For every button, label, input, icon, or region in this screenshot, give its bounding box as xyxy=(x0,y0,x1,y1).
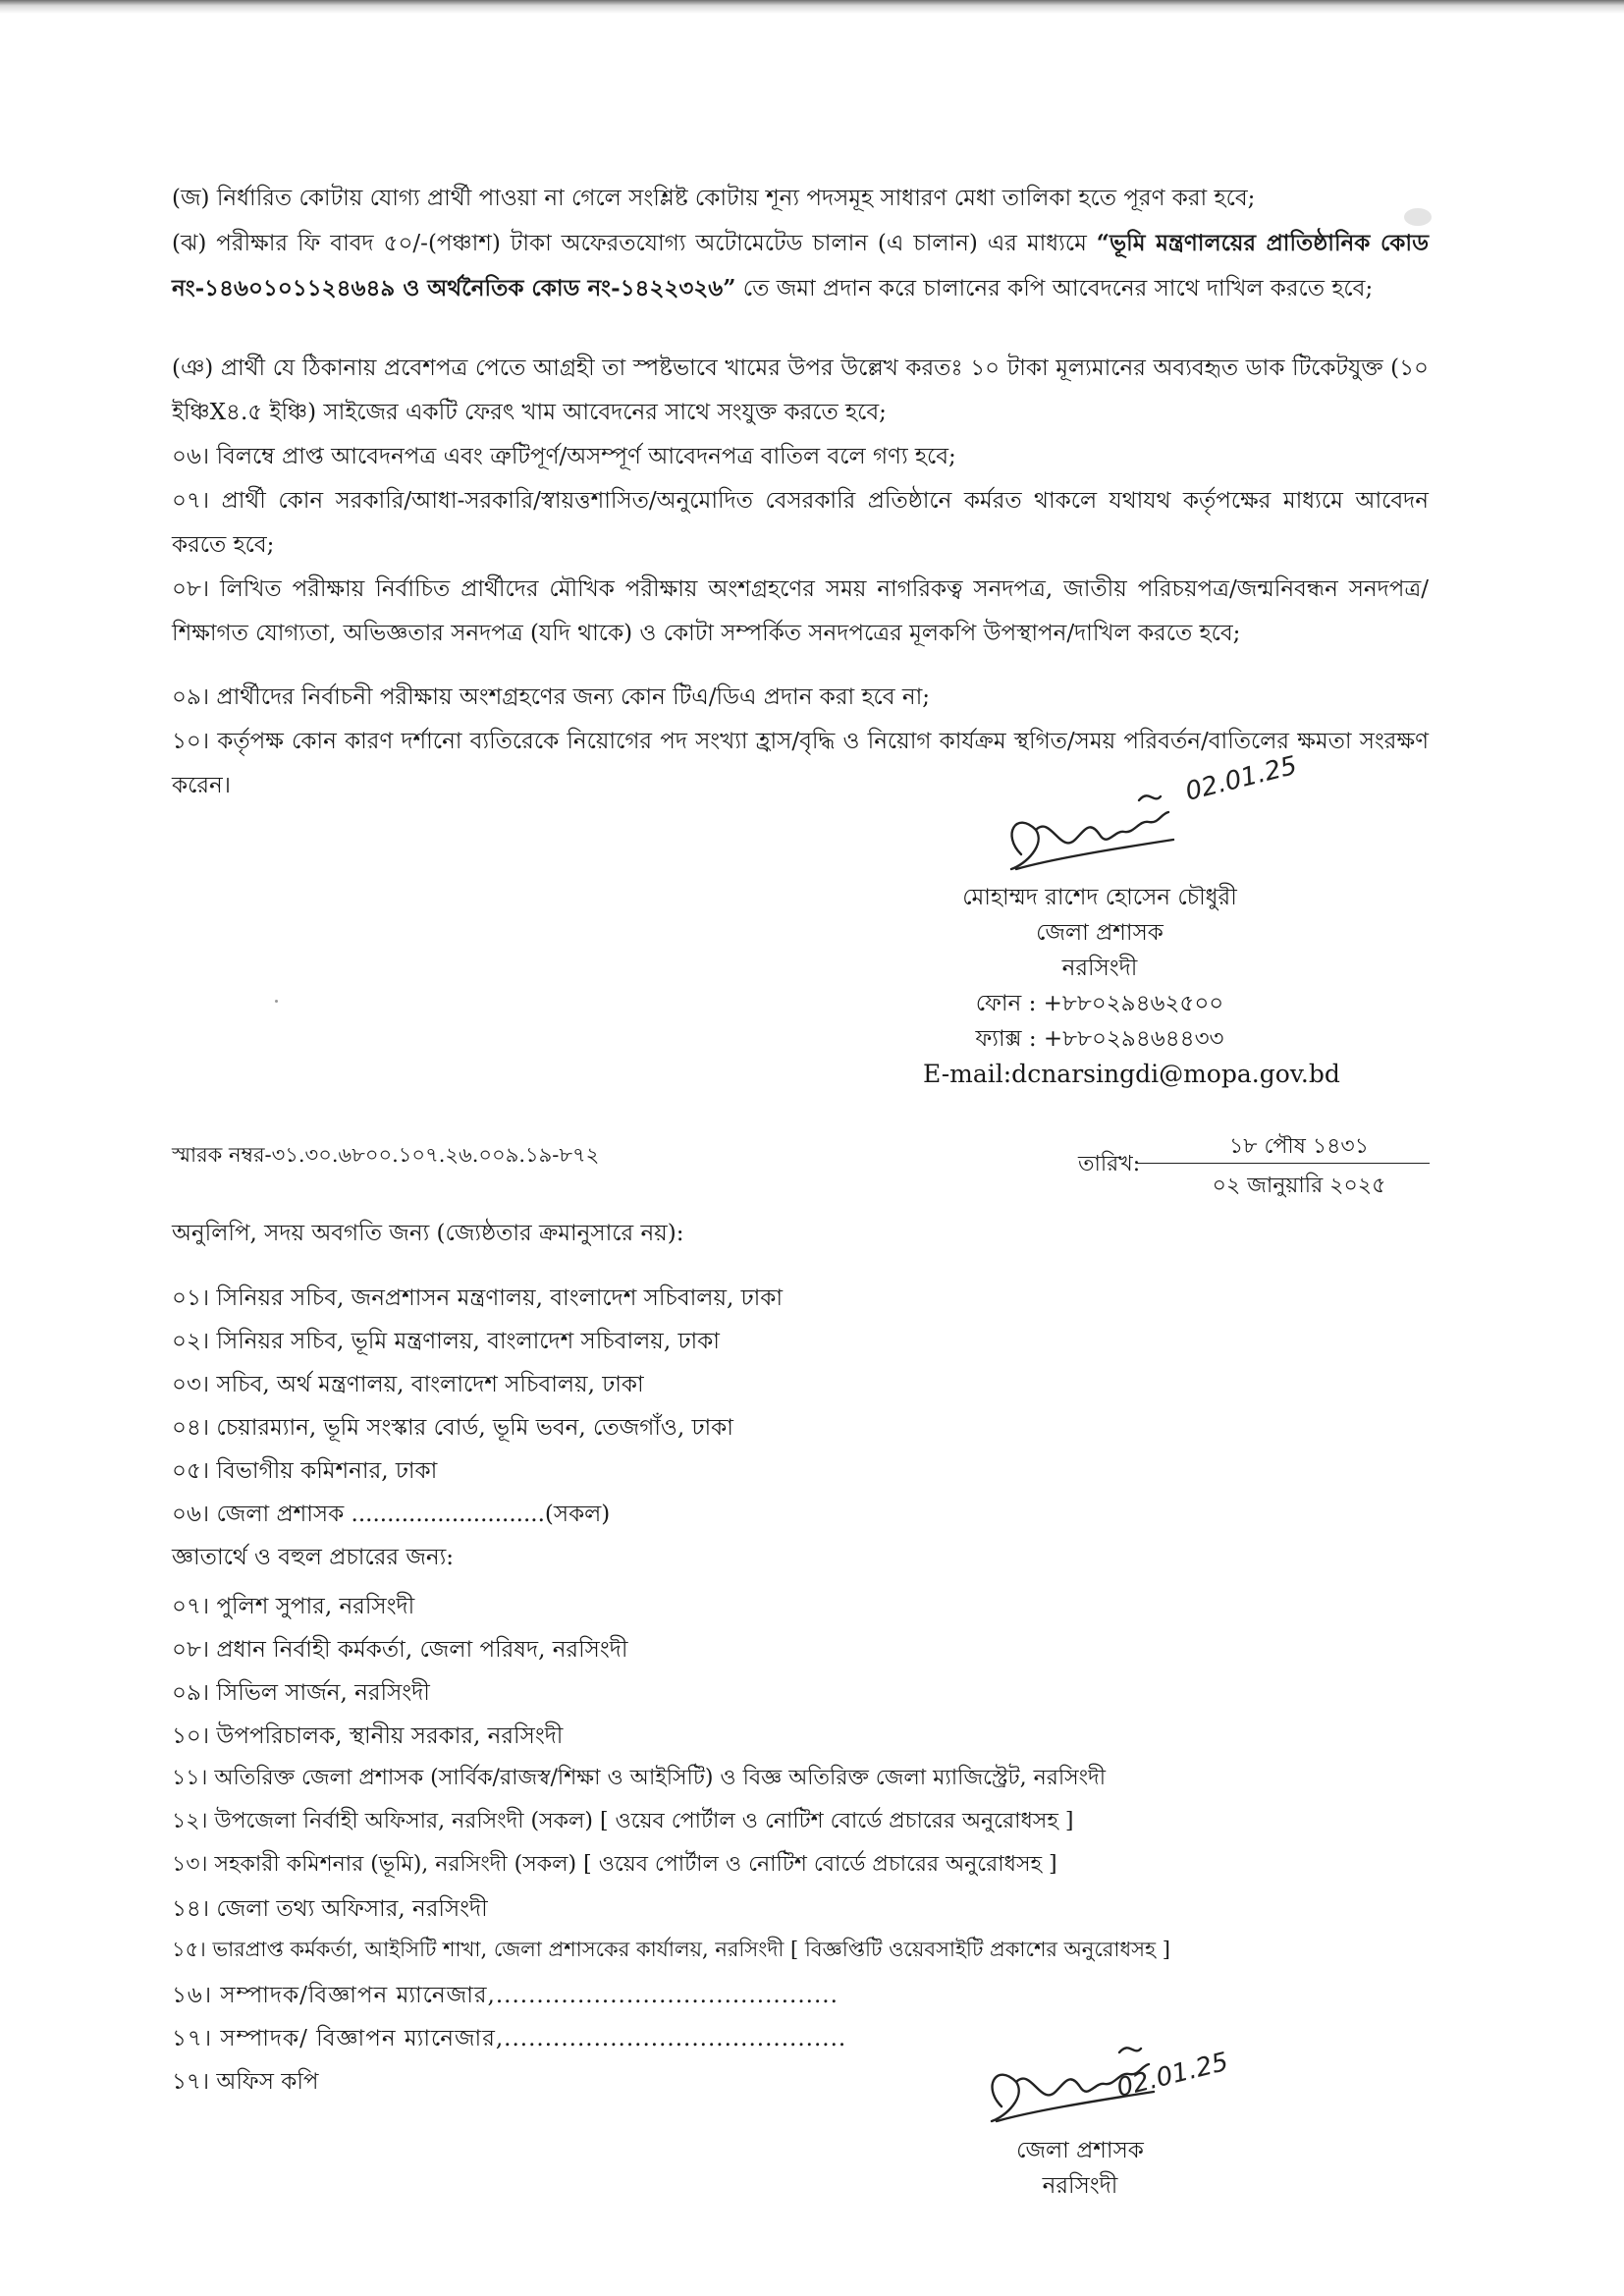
cc-item: ০৫। বিভাগীয় কমিশনার, ঢাকা xyxy=(172,1458,438,1484)
paragraph-10: ১০। কর্তৃপক্ষ কোন কারণ দর্শানো ব্যতিরেকে নিয়োগের পদ সংখ্যা হ্রাস/বৃদ্ধি ও নিয়োগ কার্যক্রম স্থগিত/সময় পরিবর্তন/বাতিলের ক্ষমতা সংরক্ষণ করেন। xyxy=(172,729,1429,798)
cc-item: ০২। সিনিয়র সচিব, ভূমি মন্ত্রণালয়, বাংলাদেশ সচিবালয়, ঢাকা xyxy=(172,1329,720,1354)
fee-text: (ঝ) পরীক্ষার ফি বাবদ ৫০/-(পঞ্চাশ) টাকা অফেরতযোগ্য অটোমেটেড চালান (এ চালান) এর মাধ্যমে xyxy=(172,231,1087,256)
cc-item: ০৮। প্রধান নির্বাহী কর্মকর্তা, জেলা পরিষদ, নরসিংদী xyxy=(172,1637,628,1663)
cc-item: ১১। অতিরিক্ত জেলা প্রশাসক (সার্বিক/রাজস্ব/শিক্ষা ও আইসিটি) ও বিজ্ঞ অতিরিক্ত জেলা ম্যাজিস্ট্রেট, নরসিংদী xyxy=(172,1766,1107,1790)
signature-1 xyxy=(992,750,1301,884)
paragraph-06: ০৬। বিলম্বে প্রাপ্ত আবেদনপত্র এবং ত্রুটিপূর্ণ/অসম্পূর্ণ আবেদনপত্র বাতিল বলে গণ্য হবে; xyxy=(172,444,956,469)
signatory-email: E-mail:dcnarsingdi@mopa.gov.bd xyxy=(923,1060,1340,1088)
cc-item: ০১। সিনিয়র সচিব, জনপ্রশাসন মন্ত্রণালয়, বাংলাদেশ সচিবালয়, ঢাকা xyxy=(172,1285,784,1311)
cc-item: ১৬। সম্পাদক/বিজ্ঞাপন ম্যানেজার,.......................................... xyxy=(172,1983,839,2008)
signature-2-date: 02.01.25 xyxy=(1113,2047,1232,2104)
paragraph-exam-fee xyxy=(172,221,1429,311)
scan-dust xyxy=(275,1000,278,1003)
signatory-fax: ফ্যাক্স : +৮৮০২৯৪৬৪৪৩৩ xyxy=(975,1026,1224,1052)
cc-item: ১০। উপপরিচালক, স্থানীয় সরকার, নরসিংদী xyxy=(172,1723,564,1749)
signatory-district: নরসিংদী xyxy=(1061,956,1138,981)
signatory-block xyxy=(923,880,1340,1092)
date-label: তারিখ: xyxy=(1078,1152,1141,1176)
cc-item: ০৯। সিভিল সার্জন, নরসিংদী xyxy=(172,1680,430,1706)
signatory-title: জেলা প্রশাসক xyxy=(1036,920,1164,946)
scan-edge xyxy=(0,0,1624,14)
bottom-signatory-block xyxy=(992,2133,1168,2204)
cc-item: ০৭। পুলিশ সুপার, নরসিংদী xyxy=(172,1594,415,1619)
paragraph-09: ০৯। প্রার্থীদের নির্বাচনী পরীক্ষায় অংশগ্রহণের জন্য কোন টিএ/ডিএ প্রদান করা হবে না; xyxy=(172,684,931,710)
paragraph-08: ০৮। লিখিত পরীক্ষায় নির্বাচিত প্রার্থীদের মৌখিক পরীক্ষায় অংশগ্রহণের সময় নাগরিকত্ব সনদপত্র, জাতীয় পরিচয়পত্র/জন্মনিবন্ধন সনদপত্র/শিক্ষাগত যোগ্যতা, অভিজ্ঞতার সনদপত্র (যদি থাকে) ও কোটা সম্পর্কিত সনদপত্রের মূলকপি উপস্থাপন/দাখিল করতে হবে; xyxy=(172,576,1429,646)
fee-text-end: তে জমা প্রদান করে চালানের কপি আবেদনের সাথে দাখিল করতে হবে; xyxy=(742,276,1374,301)
date-bangla: ১৮ পৌষ ১৪৩১ xyxy=(1229,1134,1369,1159)
cc-item: ১৩। সহকারী কমিশনার (ভূমি), নরসিংদী (সকল) [ ওয়েব পোর্টাল ও নোটিশ বোর্ডে প্রচারের অনুরোধসহ ] xyxy=(172,1852,1057,1877)
date-english: ০২ জানুয়ারি ২০২৫ xyxy=(1212,1174,1386,1198)
signatory-phone: ফোন : +৮৮০২৯৪৬২৫০০ xyxy=(975,991,1224,1016)
paragraph-07: ০৭। প্রার্থী কোন সরকারি/আধা-সরকারি/স্বায়ত্তশাসিত/অনুমোদিত বেসরকারি প্রতিষ্ঠানে কর্মরত থাকলে যথাযথ কর্তৃপক্ষের মাধ্যমে আবেদন করতে হবে; xyxy=(172,488,1429,558)
fee-code-text: “ভূমি মন্ত্রণালয়ের প্রাতিষ্ঠানিক কোড নং-১৪৬০১০১১২৪৬৪৯ ও অর্থনৈতিক কোড নং-১৪২২৩২৬” xyxy=(172,230,1429,301)
paragraph-quota: (জ) নির্ধারিত কোটায় যোগ্য প্রার্থী পাওয়া না গেলে সংশ্লিষ্ট কোটায় শূন্য পদসমূহ সাধারণ মেধা তালিকা হতে পূরণ করা হবে; xyxy=(172,186,1256,211)
cc-item: ১৭। সম্পাদক/ বিজ্ঞাপন ম্যানেজার,.......................................... xyxy=(172,2026,847,2051)
bottom-signatory-district: নরসিংদী xyxy=(1042,2173,1118,2199)
date-divider xyxy=(1137,1163,1430,1164)
memo-number: স্মারক নম্বর-৩১.৩০.৬৮০০.১০৭.২৬.০০৯.১৯-৮৭২ xyxy=(172,1143,600,1167)
cc-item: ১৪। জেলা তথ্য অফিসার, নরসিংদী xyxy=(172,1896,488,1922)
cc-heading: অনুলিপি, সদয় অবগতি জন্য (জ্যেষ্ঠতার ক্রমানুসারে নয়): xyxy=(172,1221,684,1246)
signatory-name: মোহাম্মদ রাশেদ হোসেন চৌধুরী xyxy=(962,885,1237,910)
cc-item: ১৭। অফিস কপি xyxy=(172,2069,319,2095)
cc-item: ১২। উপজেলা নির্বাহী অফিসার, নরসিংদী (সকল) [ ওয়েব পোর্টাল ও নোটিশ বোর্ডে প্রচারের অনুরোধসহ ] xyxy=(172,1809,1074,1833)
info-heading: জ্ঞাতার্থে ও বহুল প্রচারের জন্য: xyxy=(172,1545,455,1570)
bottom-signatory-title: জেলা প্রশাসক xyxy=(1016,2138,1144,2163)
signature-2 xyxy=(972,2008,1276,2136)
paragraph-envelope: (ঞ) প্রার্থী যে ঠিকানায় প্রবেশপত্র পেতে আগ্রহী তা স্পষ্টভাবে খামের উপর উল্লেখ করতঃ ১০ টাকা মূল্যমানের অব্যবহৃত ডাক টিকেটযুক্ত (১০ ইঞ্চিX৪.৫ ইঞ্চি) সাইজের একটি ফেরৎ খাম আবেদনের সাথে সংযুক্ত করতে হবে; xyxy=(172,355,1429,425)
cc-item: ১৫। ভারপ্রাপ্ত কর্মকর্তা, আইসিটি শাখা, জেলা প্রশাসকের কার্যালয়, নরসিংদী [ বিজ্ঞপ্তিটি ওয়েবসাইটি প্রকাশের অনুরোধসহ ] xyxy=(172,1938,1170,1961)
cc-item: ০৬। জেলা প্রশাসক ...........................(সকল) xyxy=(172,1502,611,1527)
signature-1-date: 02.01.25 xyxy=(1182,750,1301,807)
cc-item: ০৪। চেয়ারম্যান, ভূমি সংস্কার বোর্ড, ভূমি ভবন, তেজগাঁও, ঢাকা xyxy=(172,1415,733,1441)
cc-item: ০৩। সচিব, অর্থ মন্ত্রণালয়, বাংলাদেশ সচিবালয়, ঢাকা xyxy=(172,1372,644,1397)
